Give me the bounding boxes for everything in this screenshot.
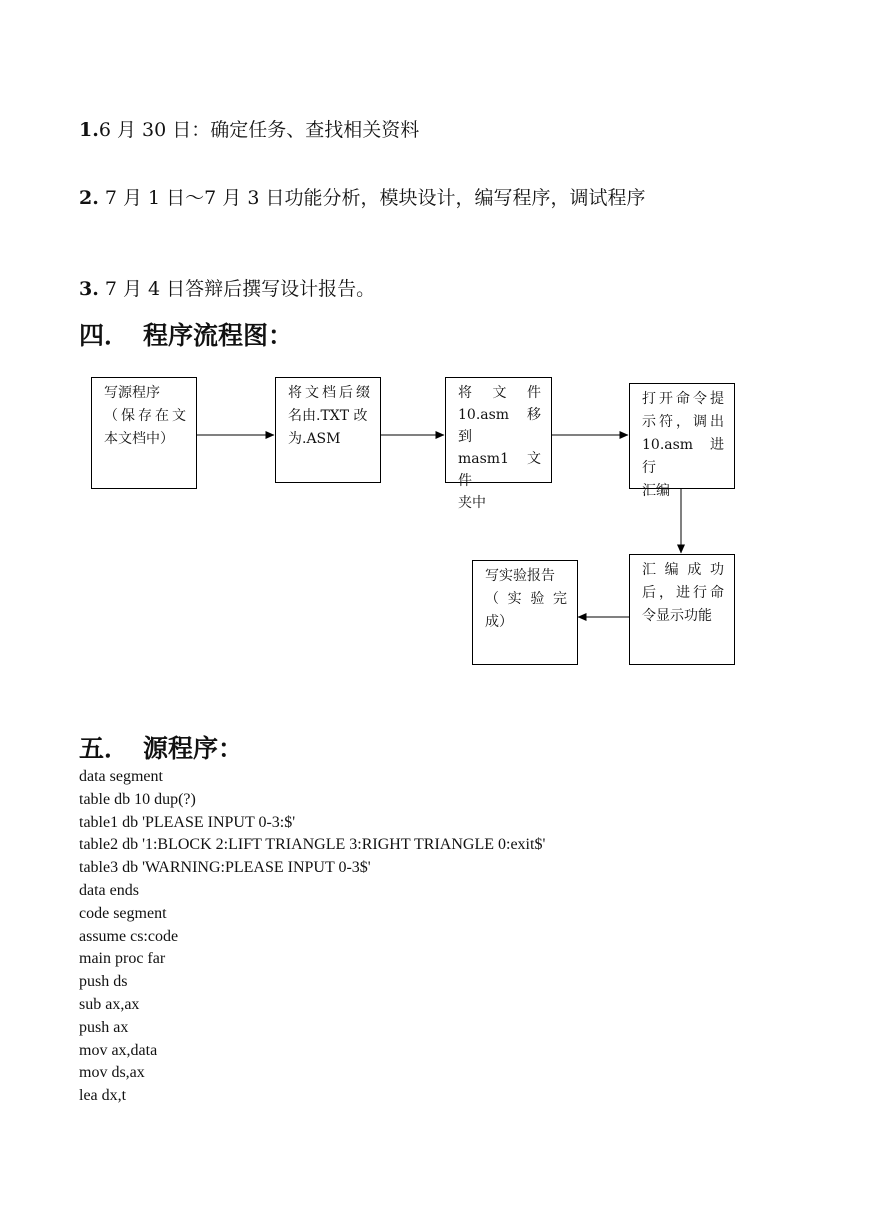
- flow-box-write-source: [91, 377, 197, 489]
- box-line: 打开命令提: [642, 391, 724, 407]
- box-line: 写源程序: [104, 385, 160, 401]
- source-code-block: [79, 766, 545, 1108]
- box-line: 为.ASM: [288, 431, 341, 447]
- flow-box-assemble: [629, 383, 735, 499]
- box-line: 汇编: [642, 483, 670, 499]
- box-line: 汇 编 成 功: [642, 562, 724, 578]
- code-line: data segment: [79, 768, 163, 785]
- schedule-num-2: 2.: [79, 187, 99, 209]
- box-line: 将 文 件: [458, 385, 541, 401]
- code-line: table3 db 'WARNING:PLEASE INPUT 0-3$': [79, 859, 371, 877]
- box-line: 示符，调出: [642, 414, 724, 430]
- box-line: 10.asm 移到: [458, 407, 541, 445]
- code-line: table1 db 'PLEASE INPUT 0-3:$': [79, 813, 296, 831]
- section-number: 四．: [79, 321, 130, 350]
- code-line: table db 10 dup(?): [79, 790, 196, 808]
- code-line: push ax: [79, 1018, 129, 1036]
- code-line: data ends: [79, 881, 139, 899]
- box-line: 成）: [485, 614, 513, 630]
- code-line: sub ax,ax: [79, 995, 140, 1013]
- schedule-text-2: 7 月 1 日～7 月 3 日功能分析，模块设计，编写程序，调试程序: [98, 187, 646, 209]
- section-heading-source: [79, 729, 243, 765]
- box-line: （保存在文: [104, 408, 186, 424]
- schedule-num-1: 1.: [79, 119, 99, 141]
- schedule-text-3: 7 月 4 日答辩后撰写设计报告。: [98, 278, 376, 300]
- flow-box-write-report: [472, 560, 578, 665]
- code-line: code segment: [79, 904, 167, 922]
- box-line: 本文档中）: [104, 431, 174, 447]
- code-line: push ds: [79, 973, 128, 991]
- box-line: （ 实 验 完: [485, 591, 567, 607]
- code-line: lea dx,t: [79, 1087, 127, 1105]
- flow-box-rename-extension: [275, 377, 381, 483]
- box-line: 令显示功能: [642, 608, 712, 624]
- box-line: 10.asm 进行: [642, 437, 724, 476]
- section-number: 五．: [79, 734, 130, 763]
- section-title: 程序流程图：: [143, 321, 294, 350]
- box-line: 名由.TXT 改: [288, 408, 368, 424]
- section-title: 源程序：: [143, 734, 244, 763]
- box-line: 夹中: [458, 495, 486, 511]
- code-line: table2 db '1:BLOCK 2:LIFT TRIANGLE 3:RIGHT TRIANGLE 0:exit$': [79, 836, 546, 854]
- box-line: 将文档后缀: [288, 385, 370, 401]
- flow-box-move-file: [445, 377, 552, 511]
- flow-box-run-display: [629, 554, 735, 665]
- schedule-num-3: 3.: [79, 278, 99, 300]
- box-line: 写实验报告: [485, 568, 555, 584]
- code-line: mov ds,ax: [79, 1064, 145, 1082]
- code-line: mov ax,data: [79, 1041, 158, 1059]
- schedule-text-1: 6 月 30 日：确定任务、查找相关资料: [98, 119, 420, 141]
- box-line: masm1 文件: [458, 451, 541, 489]
- code-line: main proc far: [79, 950, 166, 968]
- box-line: 后，进行命: [642, 585, 724, 601]
- code-line: assume cs:code: [79, 927, 179, 945]
